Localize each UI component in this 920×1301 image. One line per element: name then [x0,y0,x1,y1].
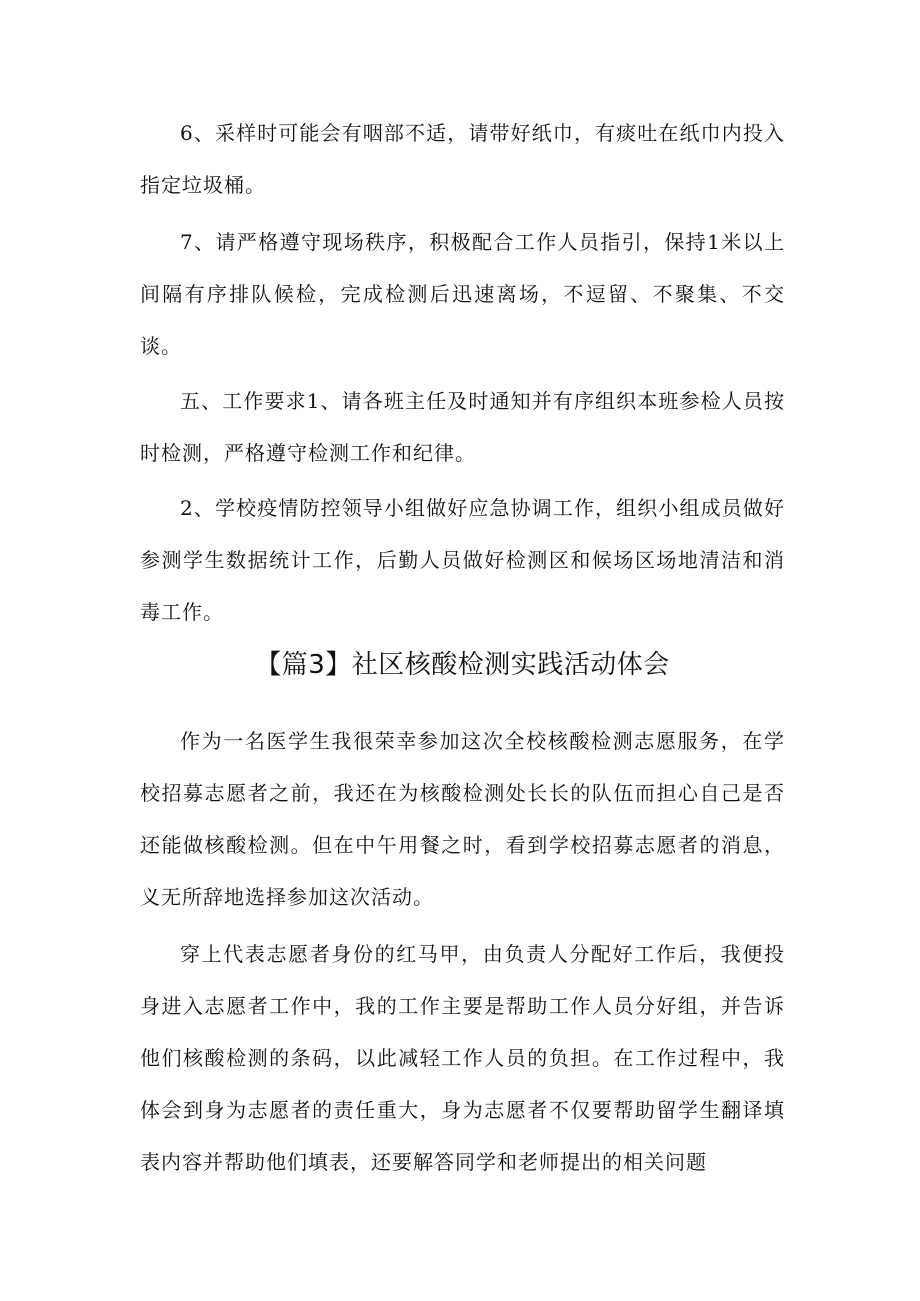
paragraph-item-2: 2、学校疫情防控领导小组做好应急协调工作，组织小组成员做好参测学生数据统计工作，后勤人员做好检测区和候场区场地清洁和消毒工作。 [140,496,785,624]
paragraph-item-6: 6、采样时可能会有咽部不适，请带好纸巾，有痰吐在纸巾内投入指定垃圾桶。 [140,121,785,197]
paragraph-work-requirements: 五、工作要求1、请各班主任及时通知并有序组织本班参检人员按时检测，严格遵守检测工作和纪律。 [140,389,785,465]
paragraph-intro: 作为一名医学生我很荣幸参加这次全校核酸检测志愿服务，在学校招募志愿者之前，我还在为核酸检测处长长的队伍而担心自己是否还能做核酸检测。但在中午用餐之时，看到学校招募志愿者的消息，义无所辞地选择参加这次活动。 [140,729,785,909]
section-heading: 【篇3】社区核酸检测实践活动体会 [255,650,670,680]
paragraph-item-7: 7、请严格遵守现场秩序，积极配合工作人员指引，保持1米以上间隔有序排队候检，完成检测后迅速离场，不逗留、不聚集、不交谈。 [140,230,785,358]
paragraph-volunteer-work: 穿上代表志愿者身份的红马甲，由负责人分配好工作后，我便投身进入志愿者工作中，我的工作主要是帮助工作人员分好组，并告诉他们核酸检测的条码，以此减轻工作人员的负担。在工作过程中，我体会到身为志愿者的责任重大，身为志愿者不仅要帮助留学生翻译填表内容并帮助他们填表，还要解答同学和老师提出的相关问题 [140,942,785,1174]
